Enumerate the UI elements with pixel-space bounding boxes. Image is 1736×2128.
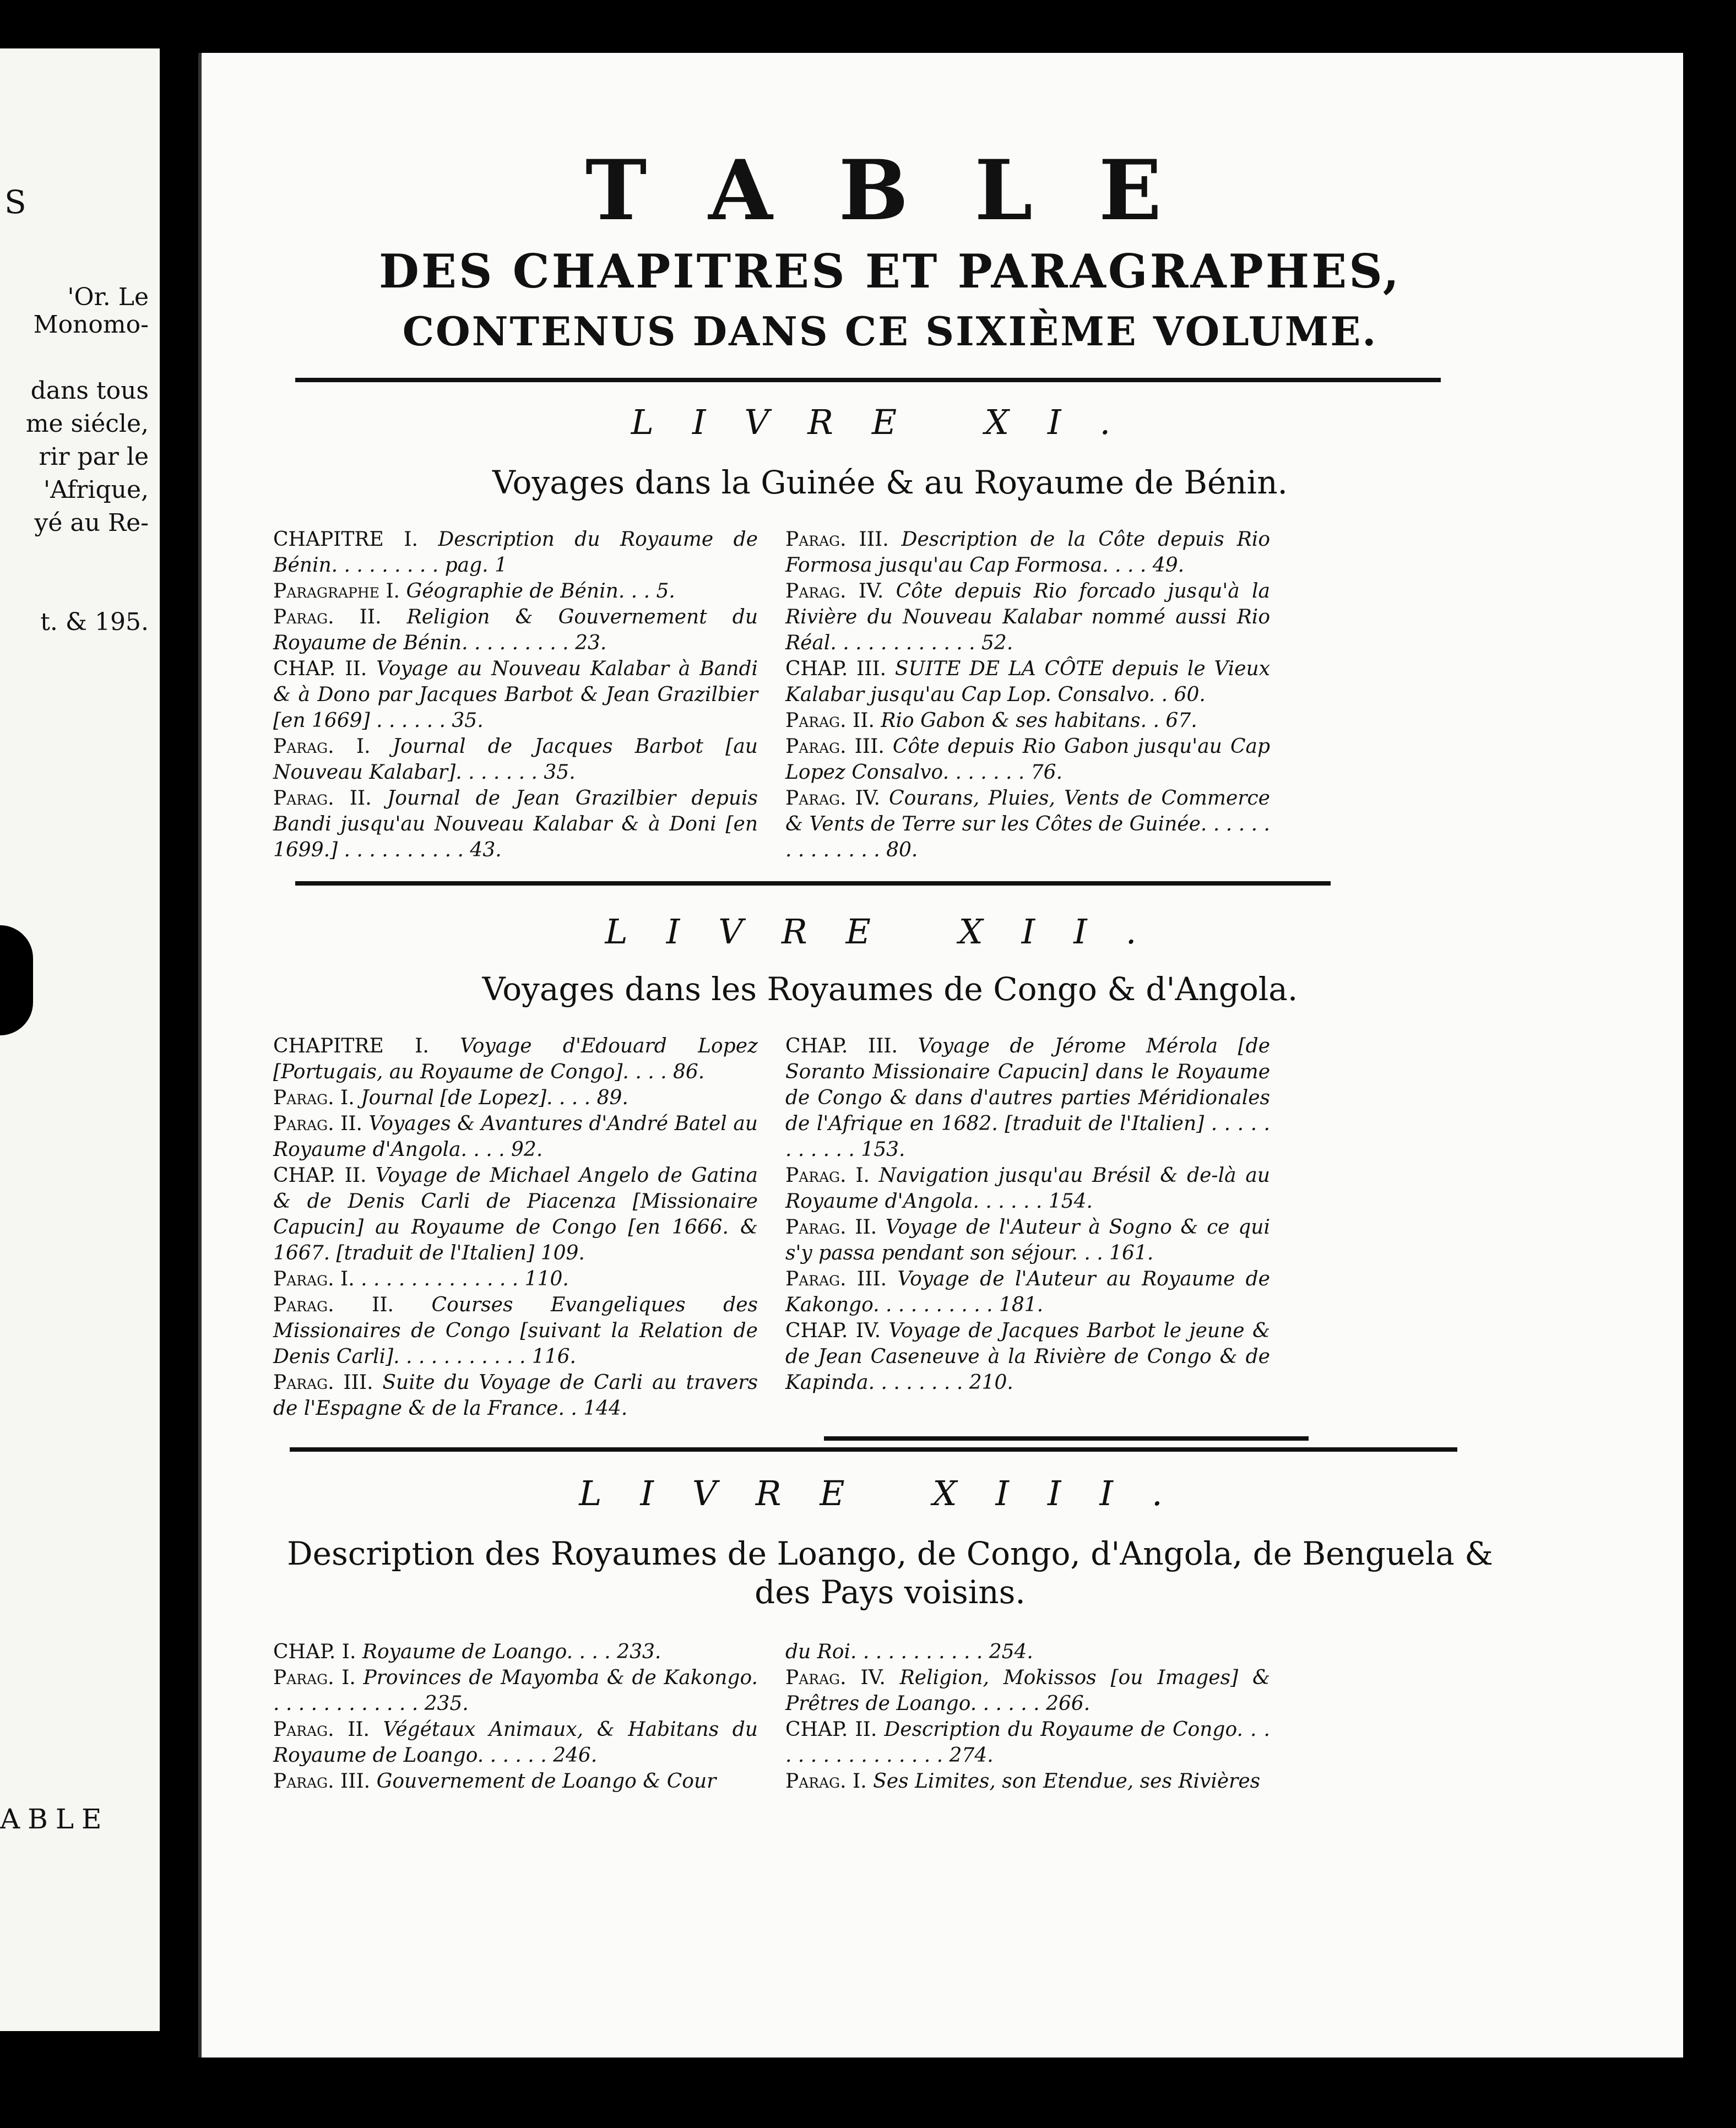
toc-entry-text: Journal [de Lopez]. . . . 89. — [361, 1087, 628, 1109]
toc-entry-label: Parag. IV. — [785, 1666, 886, 1689]
toc-entry — [785, 1717, 1270, 1768]
toc-entry — [273, 578, 758, 604]
toc-entry — [785, 1665, 1270, 1717]
toc-entry-text: Description de la Côte depuis Rio Formosa jusqu'au Cap Formosa. . . . 49. — [785, 528, 1270, 577]
toc-entry-text: Côte depuis Rio forcado jusqu'à la Rivière du Nouveau Kalabar nommé aussi Rio Réal. . . . . . . . . . . . 52. — [785, 580, 1270, 654]
toc-entry-label: CHAPITRE I. — [273, 1035, 429, 1057]
book-subject: Voyages dans les Royaumes de Congo & d'Angola. — [482, 970, 1298, 1008]
toc-entry-label: CHAP. II. — [785, 1718, 877, 1741]
toc-entry-text: Voyage de Michael Angelo de Gatina & de Denis Carli de Piacenza [Missionaire Capucin] au Royaume de Congo [en 1666. & 1667. [traduit de l'Italien] 109. — [273, 1164, 758, 1264]
toc-entry-label: Paragraphe I. — [273, 580, 400, 602]
toc-entry — [273, 1085, 758, 1111]
toc-entry-label: Parag. III. — [273, 1371, 373, 1394]
toc-entry-label: Parag. III. — [785, 735, 885, 758]
toc-entry — [785, 1214, 1270, 1266]
toc-entry-label: CHAP. II. — [273, 1164, 367, 1187]
toc-entry-text: Voyage d'Edouard Lopez [Portugais, au Royaume de Congo]. . . . 86. — [273, 1035, 758, 1083]
toc-entry — [785, 1768, 1270, 1794]
toc-entry — [273, 734, 758, 785]
left-page-line: 'Afrique, — [43, 476, 149, 504]
toc-entry-text: Religion & Gouvernement du Royaume de Bénin. . . . . . . . . 23. — [273, 606, 758, 654]
toc-entry-label: CHAP. III. — [785, 658, 887, 680]
toc-entry — [273, 1033, 758, 1085]
left-page-line: yé au Re- — [34, 509, 149, 537]
ink-blot — [0, 925, 33, 1035]
toc-entry — [273, 1370, 758, 1421]
toc-entry-text: du Roi. . . . . . . . . . . 254. — [785, 1641, 1033, 1663]
toc-entry-label: Parag. III. — [785, 1268, 887, 1290]
toc-entry-label: Parag. I. — [273, 1268, 355, 1290]
toc-entry-text: Religion, Mokissos [ou Images] & Prêtres de Loango. . . . . . 266. — [785, 1666, 1270, 1715]
toc-column-left — [273, 1639, 758, 1794]
toc-entry-label: Parag. I. — [785, 1164, 870, 1187]
book-subject: Description des Royaumes de Loango, de Congo, d'Angola, de Benguela & des Pays voisins. — [287, 1535, 1493, 1611]
toc-entry-label: CHAP. IV. — [785, 1320, 881, 1342]
toc-entry — [273, 1163, 758, 1266]
toc-entry — [273, 604, 758, 656]
toc-entry-text: Ses Limites, son Etendue, ses Rivières — [873, 1770, 1261, 1793]
toc-entry-text: Royaume de Loango. . . . 233. — [362, 1641, 661, 1663]
toc-entry — [273, 1768, 758, 1794]
left-page-line: dans tous — [30, 377, 149, 405]
toc-column-right — [785, 526, 1270, 863]
toc-entry — [785, 578, 1270, 656]
toc-entry-text: Géographie de Bénin. . . 5. — [406, 580, 675, 602]
toc-entry — [273, 1111, 758, 1163]
toc-entry — [785, 1266, 1270, 1318]
toc-entry — [273, 1717, 758, 1768]
left-page-line: t. & 195. — [40, 608, 149, 636]
toc-entry — [785, 1639, 1270, 1665]
toc-entry — [273, 1266, 758, 1292]
toc-entry-label: Parag. IV. — [785, 787, 880, 810]
toc-column-left — [273, 1033, 758, 1421]
left-page-line: 'Or. Le — [67, 283, 149, 311]
toc-entry-text: Côte depuis Rio Gabon jusqu'au Cap Lopez Consalvo. . . . . . . 76. — [785, 735, 1271, 784]
toc-entry-label: CHAPITRE I. — [273, 528, 418, 551]
left-page-catchword: ABLE — [0, 1803, 110, 1835]
toc-entry — [273, 1292, 758, 1370]
toc-entry — [785, 1163, 1270, 1214]
book-heading: LIVRE XII. — [605, 911, 1175, 952]
toc-entry-label: Parag. II. — [273, 1718, 370, 1741]
toc-entry — [273, 656, 758, 734]
toc-entry-text: . . . . . . . . . . . . . 110. — [361, 1268, 569, 1290]
toc-entry-text: Gouvernement de Loango & Cour — [376, 1770, 717, 1793]
toc-entry-label: Parag. II. — [273, 1112, 362, 1135]
book-heading: LIVRE XIII. — [579, 1473, 1201, 1513]
left-page-line: S — [4, 183, 32, 221]
toc-entry-label: Parag. II. — [273, 787, 372, 810]
left-page-line: Monomo- — [33, 311, 149, 339]
toc-entry-label: Parag. IV. — [785, 580, 884, 602]
toc-entry-text: Rio Gabon & ses habitans. . 67. — [881, 709, 1197, 732]
toc-entry-text: Description du Royaume de Bénin. . . . . . . . . pag. 1 — [273, 528, 758, 577]
section-rule — [295, 378, 1441, 382]
left-facing-page — [0, 48, 160, 2031]
toc-entry-label: CHAP. III. — [785, 1035, 898, 1057]
toc-entry — [785, 1033, 1270, 1163]
toc-entry-label: Parag. I. — [273, 1087, 355, 1109]
toc-entry-label: Parag. III. — [273, 1770, 371, 1793]
toc-entry-text: Voyages & Avantures d'André Batel au Royaume d'Angola. . . . 92. — [273, 1112, 758, 1161]
toc-entry-text: Provinces de Mayomba & de Kakongo. . . . . . . . . . . . . 235. — [273, 1666, 758, 1715]
page-subtitle: DES CHAPITRES ET PARAGRAPHES, — [378, 244, 1402, 298]
toc-entry-text: Voyage de Jacques Barbot le jeune & de Jean Caseneuve à la Rivière de Congo & de Kapinda. . . . . . . . 210. — [785, 1320, 1270, 1394]
toc-entry-label: Parag. II. — [785, 1216, 877, 1239]
toc-column-right — [785, 1639, 1270, 1794]
book-subject: Voyages dans la Guinée & au Royaume de Bénin. — [492, 464, 1288, 501]
left-page-line: rir par le — [39, 443, 149, 471]
toc-entry-label: Parag. III. — [785, 528, 889, 551]
toc-entry — [785, 656, 1270, 708]
toc-entry-text: Description du Royaume de Congo. . . . . . . . . . . . . . . . 274. — [785, 1718, 1270, 1767]
book-heading: LIVRE XI. — [631, 402, 1149, 442]
toc-entry-label: Parag. II. — [273, 1294, 394, 1316]
toc-entry-text: Journal de Jacques Barbot [au Nouveau Kalabar]. . . . . . . 35. — [273, 735, 758, 784]
toc-entry-label: Parag. I. — [785, 1770, 867, 1793]
toc-column-right — [785, 1033, 1270, 1396]
toc-entry-text: SUITE DE LA CÔTE depuis le Vieux Kalabar jusqu'au Cap Lop. Consalvo. . 60. — [785, 658, 1270, 706]
toc-entry — [785, 1318, 1270, 1396]
section-rule — [824, 1436, 1309, 1441]
toc-entry-label: Parag. II. — [785, 709, 875, 732]
toc-entry-text: Voyage de l'Auteur à Sogno & ce qui s'y passa pendant son séjour. . . 161. — [785, 1216, 1270, 1264]
toc-entry-text: Voyage au Nouveau Kalabar à Bandi & à Dono par Jacques Barbot & Jean Grazilbier [en 1669] . . . . . . 35. — [273, 658, 758, 732]
toc-entry — [273, 1639, 758, 1665]
toc-entry-label: Parag. I. — [273, 735, 371, 758]
toc-entry — [273, 785, 758, 863]
toc-entry — [785, 734, 1270, 785]
toc-entry-text: Végétaux Animaux, & Habitans du Royaume de Loango. . . . . . 246. — [273, 1718, 758, 1767]
toc-entry-label: Parag. I. — [273, 1666, 356, 1689]
toc-entry-text: Courans, Pluies, Vents de Commerce & Vents de Terre sur les Côtes de Guinée. . . . . . . . . . . . . . 80. — [785, 787, 1270, 861]
toc-entry-text: Journal de Jean Grazilbier depuis Bandi jusqu'au Nouveau Kalabar & à Doni [en 1699.] . . . . . . . . . . 43. — [273, 787, 758, 861]
left-page-line: me siécle, — [25, 410, 149, 438]
toc-entry-text: Courses Evangeliques des Missionaires de Congo [suivant la Relation de Denis Carli]. . . . . . . . . . . 116. — [273, 1294, 758, 1368]
toc-entry — [785, 526, 1270, 578]
section-rule — [290, 1447, 1457, 1452]
toc-entry — [273, 1665, 758, 1717]
toc-entry-text: Suite du Voyage de Carli au travers de l'Espagne & de la France. . 144. — [273, 1371, 758, 1420]
toc-entry-label: Parag. II. — [273, 606, 382, 628]
page-title: TABLE — [585, 142, 1228, 239]
toc-entry — [785, 785, 1270, 863]
toc-entry — [785, 708, 1270, 734]
toc-entry-text: Voyage de Jérome Mérola [de Soranto Missionaire Capucin] dans le Royaume de Congo & dans d'autres parties Méridionales de l'Afrique en 1682. [traduit de l'Italien] . . . . . . . . . . . 153. — [785, 1035, 1270, 1161]
toc-entry — [273, 526, 758, 578]
section-rule — [295, 881, 1331, 886]
toc-entry-label: CHAP. II. — [273, 658, 367, 680]
page-subtitle-volume: CONTENUS DANS CE SIXIÈME VOLUME. — [402, 308, 1378, 355]
toc-entry-text: Voyage de l'Auteur au Royaume de Kakongo. . . . . . . . . . 181. — [785, 1268, 1270, 1316]
main-page — [198, 53, 1683, 2058]
toc-column-left — [273, 526, 758, 863]
toc-entry-text: Navigation jusqu'au Brésil & de-là au Royaume d'Angola. . . . . . 154. — [785, 1164, 1270, 1213]
toc-entry-label: CHAP. I. — [273, 1641, 356, 1663]
